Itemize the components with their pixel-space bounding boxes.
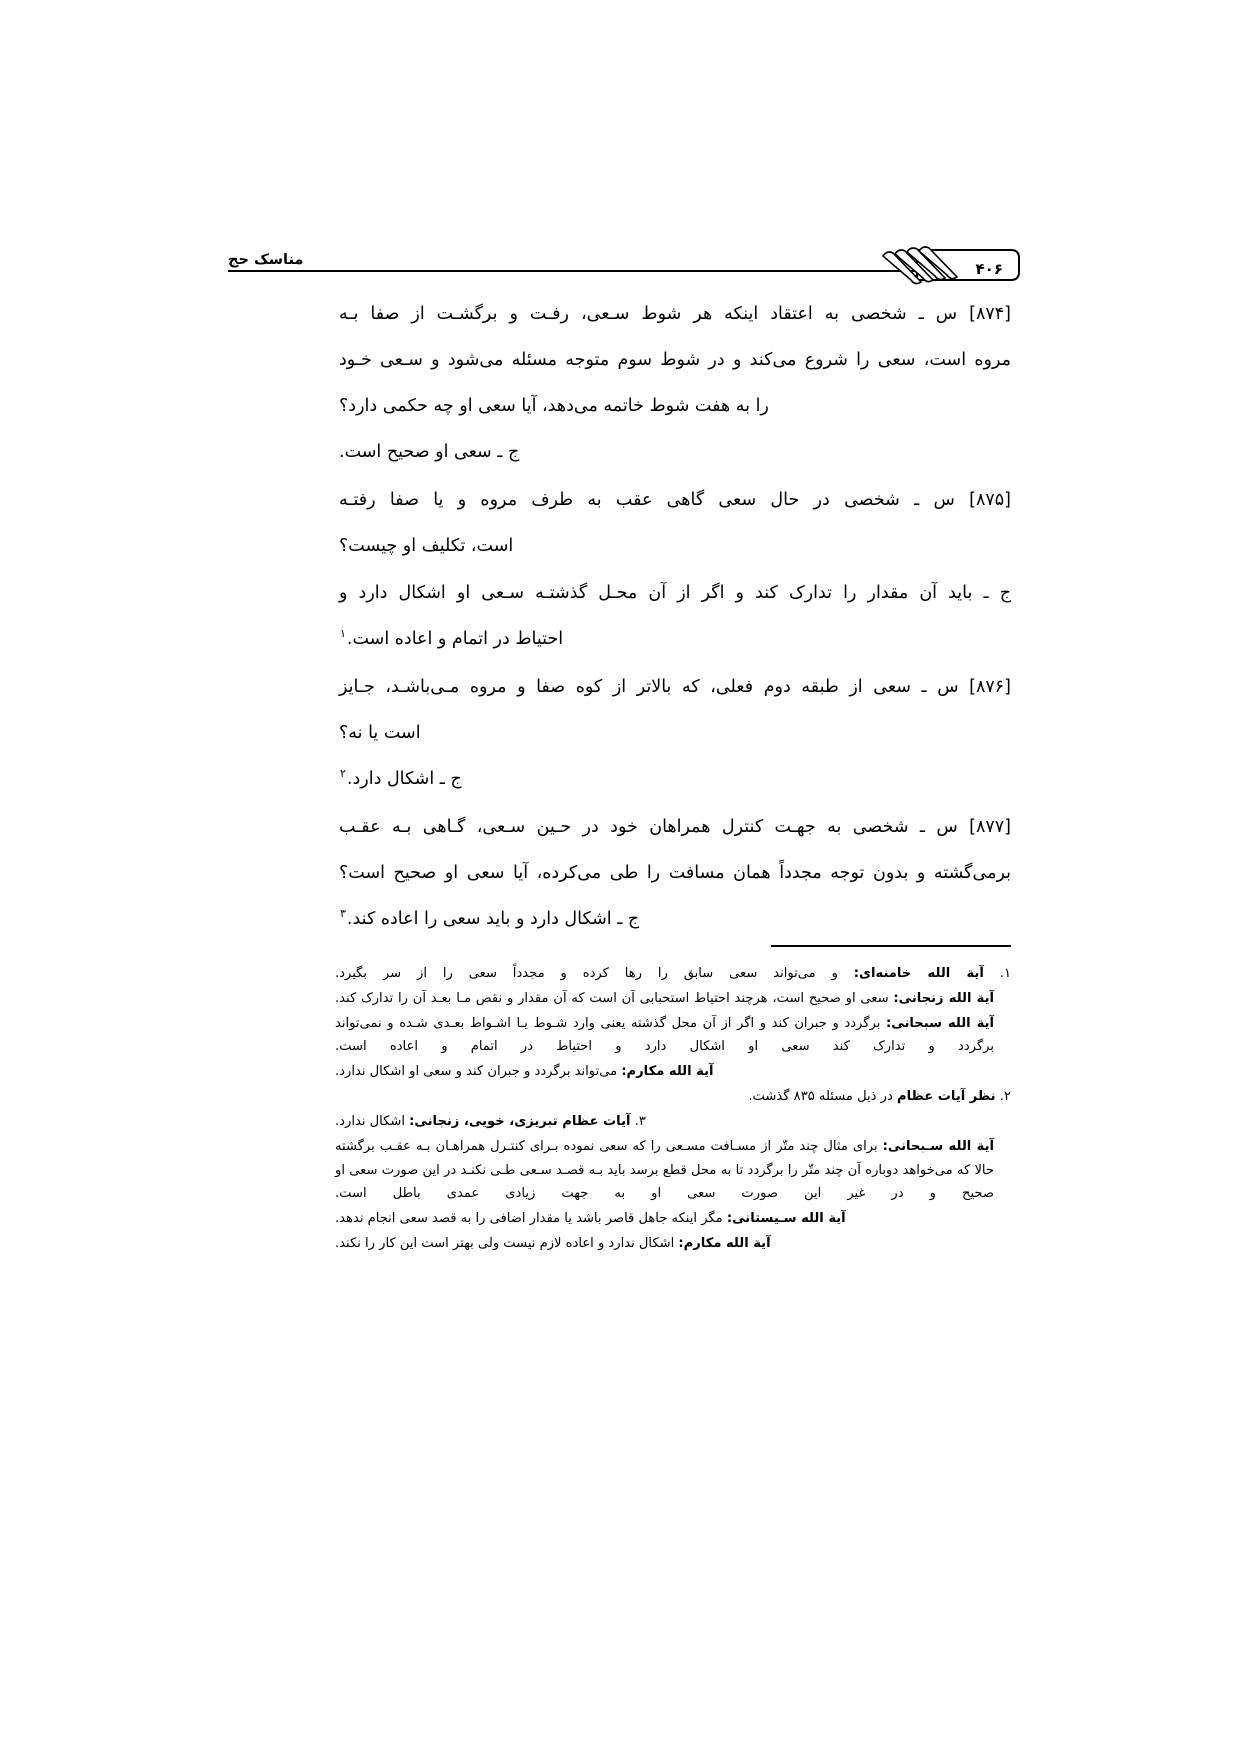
running-title: مناسک حج xyxy=(228,252,304,268)
footnote-item xyxy=(335,1135,1011,1206)
footnote-text: می‌تواند برگردد و جبران کند و سعی او اشکال ندارد. xyxy=(335,1064,622,1080)
answer-text: احتیاط در اتمام و اعاده است. xyxy=(346,628,564,649)
question-line: را به هفت شوط خاتمه می‌دهد، آیا سعی او چه حکمی دارد؟ xyxy=(339,396,769,417)
answer-line: ج ـ باید آن مقدار را تدارک کند و اگر از آن محـل گذشتـه سـعی او اشکال دارد و xyxy=(339,582,1011,603)
qa-entry-876 xyxy=(339,665,1011,801)
footnote-item xyxy=(335,1207,1011,1231)
footnote-ref: ۲ xyxy=(340,767,346,781)
footnote-item xyxy=(335,962,1011,986)
footnote-marker: ۳. xyxy=(634,1113,646,1129)
footnote-item xyxy=(335,987,1011,1011)
footnote-authority: آیة الله سـبحانی: xyxy=(882,1138,994,1154)
footnote-text: و می‌تواند سعی سابق را رها کرده و مجدداً سعی را از سر بگیرد. xyxy=(335,966,854,981)
question-line: است یا نه؟ xyxy=(339,722,421,743)
footnote-text: برای مثال چند متّر از مسـافت مسـعی را که سعی نموده بـرای کنتـرل همراهـان بـه عقـب برگشته حالا که می‌خواهد دوباره آن چند متّر را برگردد تا به محل قطع برسد باید بـه قصـد سـعی طـی نکنـد در این صورت سعی او صحیح و در غیر این صورت سعی او به جهت زیادی عمدی باطل است. xyxy=(335,1138,994,1202)
answer-line: ج ـ سعی او صحیح است. xyxy=(339,442,520,463)
body-text-column xyxy=(339,292,1011,945)
footnote-authority: نظر آیات عظام xyxy=(896,1089,996,1105)
footnote-text: برگردد و جبران کند و اگر از آن محل گذشته یعنی وارد شـوط یـا اشـواط بعـدی شـده و نمی‌تواند برگردد و تدارک کند سعی او اشکال دارد و احتیاط در اتمام و اعاده است. xyxy=(335,1015,994,1055)
footnote-item xyxy=(335,1232,1011,1256)
footnote-item xyxy=(335,1012,1011,1060)
answer-line xyxy=(339,757,1011,801)
folio-tab-decoration xyxy=(881,246,1021,286)
footnote-marker: ۲. xyxy=(999,1089,1011,1105)
footnote-authority: آیة الله سـیستانی: xyxy=(726,1211,846,1227)
footnote-item xyxy=(335,1060,1011,1084)
footnote-ref: ۳ xyxy=(340,907,346,921)
question-line: [۸۷۶] س ـ سعی از طبقه دوم فعلی، که بالاتر از کوه صفا و مروه مـی‌باشـد، جـایز xyxy=(339,676,1011,697)
question-line: [۸۷۷] س ـ شخصی به جهـت کنترل همراهان خود در حـین سـعی، گـاهی بـه عقـب xyxy=(339,817,1011,838)
footnote-authority: آیة الله مکارم: xyxy=(678,1236,771,1252)
footnote-authority: آیات عظام تبریزی، خویی، زنجانی: xyxy=(409,1113,631,1129)
question-line: است، تکلیف او چیست؟ xyxy=(339,536,514,557)
answer-line xyxy=(339,897,1011,941)
answer-text: ج ـ اشکال دارد و باید سعی را اعاده کند. xyxy=(346,909,640,930)
qa-entry-874 xyxy=(339,292,1011,474)
footnote-item xyxy=(335,1110,1011,1134)
footnote-authority: آیة الله سبحانی: xyxy=(885,1015,994,1031)
question-line: [۸۷۴] س ـ شخصی به اعتقاد اینکه هر شوط سـعی، رفـت و برگشـت از صفا بـه xyxy=(339,304,1011,324)
footnote-separator xyxy=(771,945,1011,947)
qa-entry-877 xyxy=(339,805,1011,941)
page-number: ۴۰۶ xyxy=(975,260,1003,278)
footnote-authority: آیة الله خامنه‌ای: xyxy=(853,966,984,981)
footnote-text: مگر اینکه جاهل قاصر باشد یا مقدار اضافی را به قصد سعی انجام ندهد. xyxy=(335,1211,727,1227)
footnote-text: اشکال ندارد و اعاده لازم نیست ولی بهتر است این کار را نکند. xyxy=(335,1236,679,1252)
footnote-authority: آیة الله مکارم: xyxy=(621,1064,714,1080)
question-line: [۸۷۵] س ـ شخصی در حال سعی گاهی عقب به طرف مروه و یا صفا رفتـه xyxy=(339,490,1011,511)
footnote-text: اشکال ندارد. xyxy=(335,1113,410,1129)
page-header xyxy=(228,228,1011,278)
question-line: برمی‌گشته و بدون توجه مجدداً همان مسافت را طی می‌کرده، آیا سعی او صحیح است؟ xyxy=(339,863,1011,884)
answer-text: ج ـ اشکال دارد. xyxy=(346,768,462,789)
footnote-ref: ۱ xyxy=(340,626,346,640)
footnote-text: در ذیل مسئله ۸۳۵ گذشت. xyxy=(748,1089,897,1105)
footnote-text: سعی او صحیح است، هرچند احتیاط استحبابی آن است که آن مقدار و نقص مـا بعـد آن را تدارک کند. xyxy=(335,990,894,1006)
qa-entry-875 xyxy=(339,478,1011,660)
footnote-marker: ۱. xyxy=(999,966,1011,981)
question-line: مروه است، سعی را شروع می‌کند و در شوط سوم متوجه مسئله می‌شود و سـعی خـود xyxy=(339,350,1011,371)
footnotes-block xyxy=(335,962,1011,1257)
footnote-item xyxy=(335,1085,1011,1109)
answer-line-continued xyxy=(339,617,1011,661)
footnote-authority: آیة الله زنجانی: xyxy=(893,990,994,1006)
